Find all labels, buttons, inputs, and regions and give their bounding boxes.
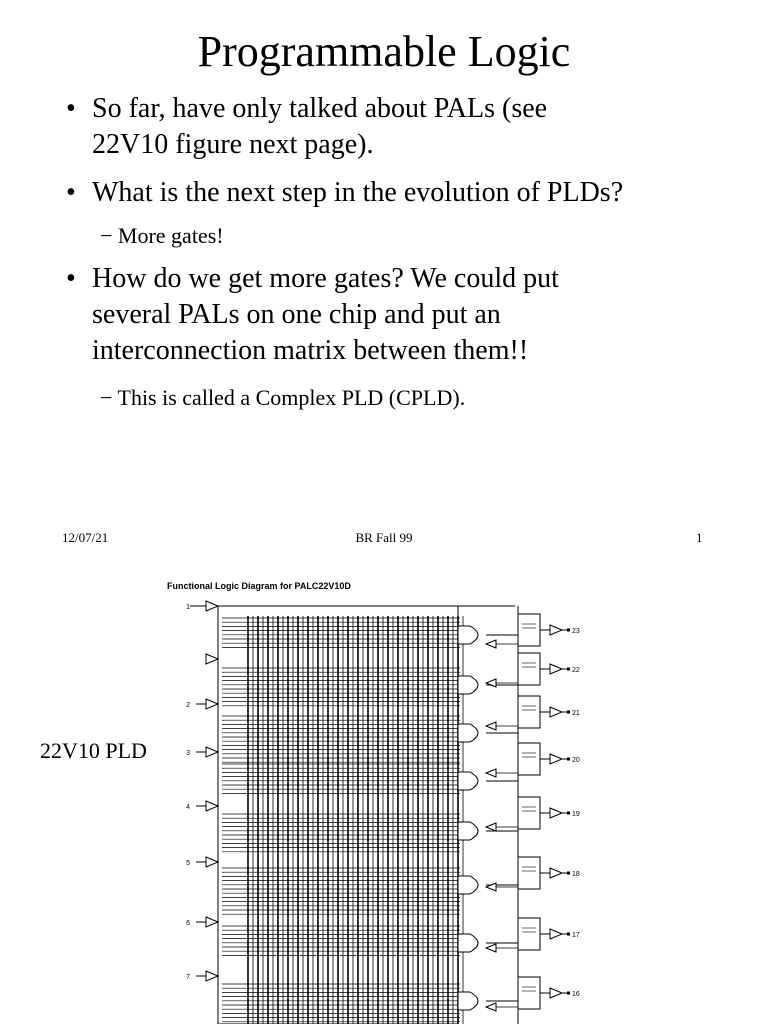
bullet-1-line-1: So far, have only talked about PALs (see	[92, 93, 548, 124]
input-pin-label: 6	[186, 920, 190, 927]
output-buffer-triangle	[550, 707, 562, 717]
input-buffer-triangle	[206, 917, 218, 927]
product-term-grid	[190, 606, 515, 1024]
or-gate-shape	[458, 724, 478, 742]
or-gate-shape	[458, 822, 478, 840]
input-pin-label: 2	[186, 702, 190, 709]
output-pin-label: 22	[572, 667, 580, 674]
macrocell-box	[518, 653, 540, 685]
macrocell-box	[518, 696, 540, 728]
feedback-buffer-triangle	[486, 769, 496, 777]
bullet-3-line-3: interconnection matrix between them!!	[92, 335, 529, 366]
macrocell-box	[518, 977, 540, 1009]
input-pin-label: 5	[186, 860, 190, 867]
output-pin-label: 20	[572, 757, 580, 764]
macrocell-box	[518, 918, 540, 950]
slide-title: Programmable Logic	[197, 27, 571, 76]
output-buffer-triangle	[550, 988, 562, 998]
input-buffer-triangle	[206, 801, 218, 811]
input-pin-label: 4	[186, 804, 190, 811]
feedback-buffer-triangle	[486, 883, 496, 891]
or-gate-shape	[458, 626, 478, 644]
feedback-buffer-triangle	[486, 1003, 496, 1011]
bullet-dot: •	[66, 177, 76, 208]
bullet-1-line-2: 22V10 figure next page).	[92, 129, 374, 160]
macrocell-box	[518, 857, 540, 889]
or-gate-shape	[458, 876, 478, 894]
or-gate-shape	[458, 934, 478, 952]
or-gate-shape	[458, 676, 478, 694]
footer-course: BR Fall 99	[355, 530, 413, 545]
output-pin-dot	[567, 933, 570, 936]
pal-logic-diagram	[170, 596, 590, 1024]
macrocell-box	[518, 614, 540, 646]
output-pin-dot	[567, 812, 570, 815]
output-buffer-triangle	[550, 625, 562, 635]
output-pin-label: 16	[572, 991, 580, 998]
output-pin-dot	[567, 711, 570, 714]
bullet-3-line-1: How do we get more gates? We could put	[92, 263, 559, 294]
feedback-buffer-triangle	[486, 823, 496, 831]
bullet-3-line-2: several PALs on one chip and put an	[92, 299, 501, 330]
input-buffer-triangle	[206, 857, 218, 867]
output-pin-label: 18	[572, 871, 580, 878]
footer-date: 12/07/21	[62, 530, 109, 545]
output-pin-label: 23	[572, 628, 580, 635]
input-buffers	[186, 601, 218, 981]
output-buffer-triangle	[550, 868, 562, 878]
output-pin-label: 19	[572, 811, 580, 818]
figure-side-label: 22V10 PLD	[40, 738, 147, 763]
output-pin-dot	[567, 668, 570, 671]
output-buffer-triangle	[550, 808, 562, 818]
output-pin-dot	[567, 629, 570, 632]
input-buffer-triangle	[206, 654, 218, 664]
input-pin-label: 1	[186, 604, 190, 611]
footer-page-number: 1	[696, 530, 703, 545]
figure-title: Functional Logic Diagram for PALC22V10D	[167, 581, 351, 591]
output-pin-dot	[567, 872, 570, 875]
feedback-buffer-triangle	[486, 640, 496, 648]
output-buffer-triangle	[550, 664, 562, 674]
output-buffer-triangle	[550, 754, 562, 764]
output-pin-label: 21	[572, 710, 580, 717]
output-pin-dot	[567, 758, 570, 761]
output-buffer-triangle	[550, 929, 562, 939]
input-buffer-triangle	[206, 699, 218, 709]
feedback-buffer-triangle	[486, 679, 496, 687]
bullet-2-line-1: What is the next step in the evolution of PLDs?	[92, 177, 624, 208]
input-buffer-triangle	[206, 601, 218, 611]
or-gate-shape	[458, 772, 478, 790]
output-macrocells	[458, 606, 580, 1024]
macrocell-box	[518, 797, 540, 829]
input-buffer-triangle	[206, 971, 218, 981]
bullet-dot: •	[66, 263, 76, 294]
feedback-buffer-triangle	[486, 722, 496, 730]
feedback-buffer-triangle	[486, 944, 496, 952]
input-buffer-triangle	[206, 747, 218, 757]
input-pin-label: 7	[186, 974, 190, 981]
output-pin-label: 17	[572, 932, 580, 939]
output-pin-dot	[567, 992, 570, 995]
bullet-dot: •	[66, 93, 76, 124]
macrocell-box	[518, 743, 540, 775]
bullet-2-sub: − More gates!	[100, 223, 224, 248]
or-gate-shape	[458, 992, 478, 1010]
bullet-3-sub: − This is called a Complex PLD (CPLD).	[100, 385, 466, 410]
input-pin-label: 3	[186, 750, 190, 757]
